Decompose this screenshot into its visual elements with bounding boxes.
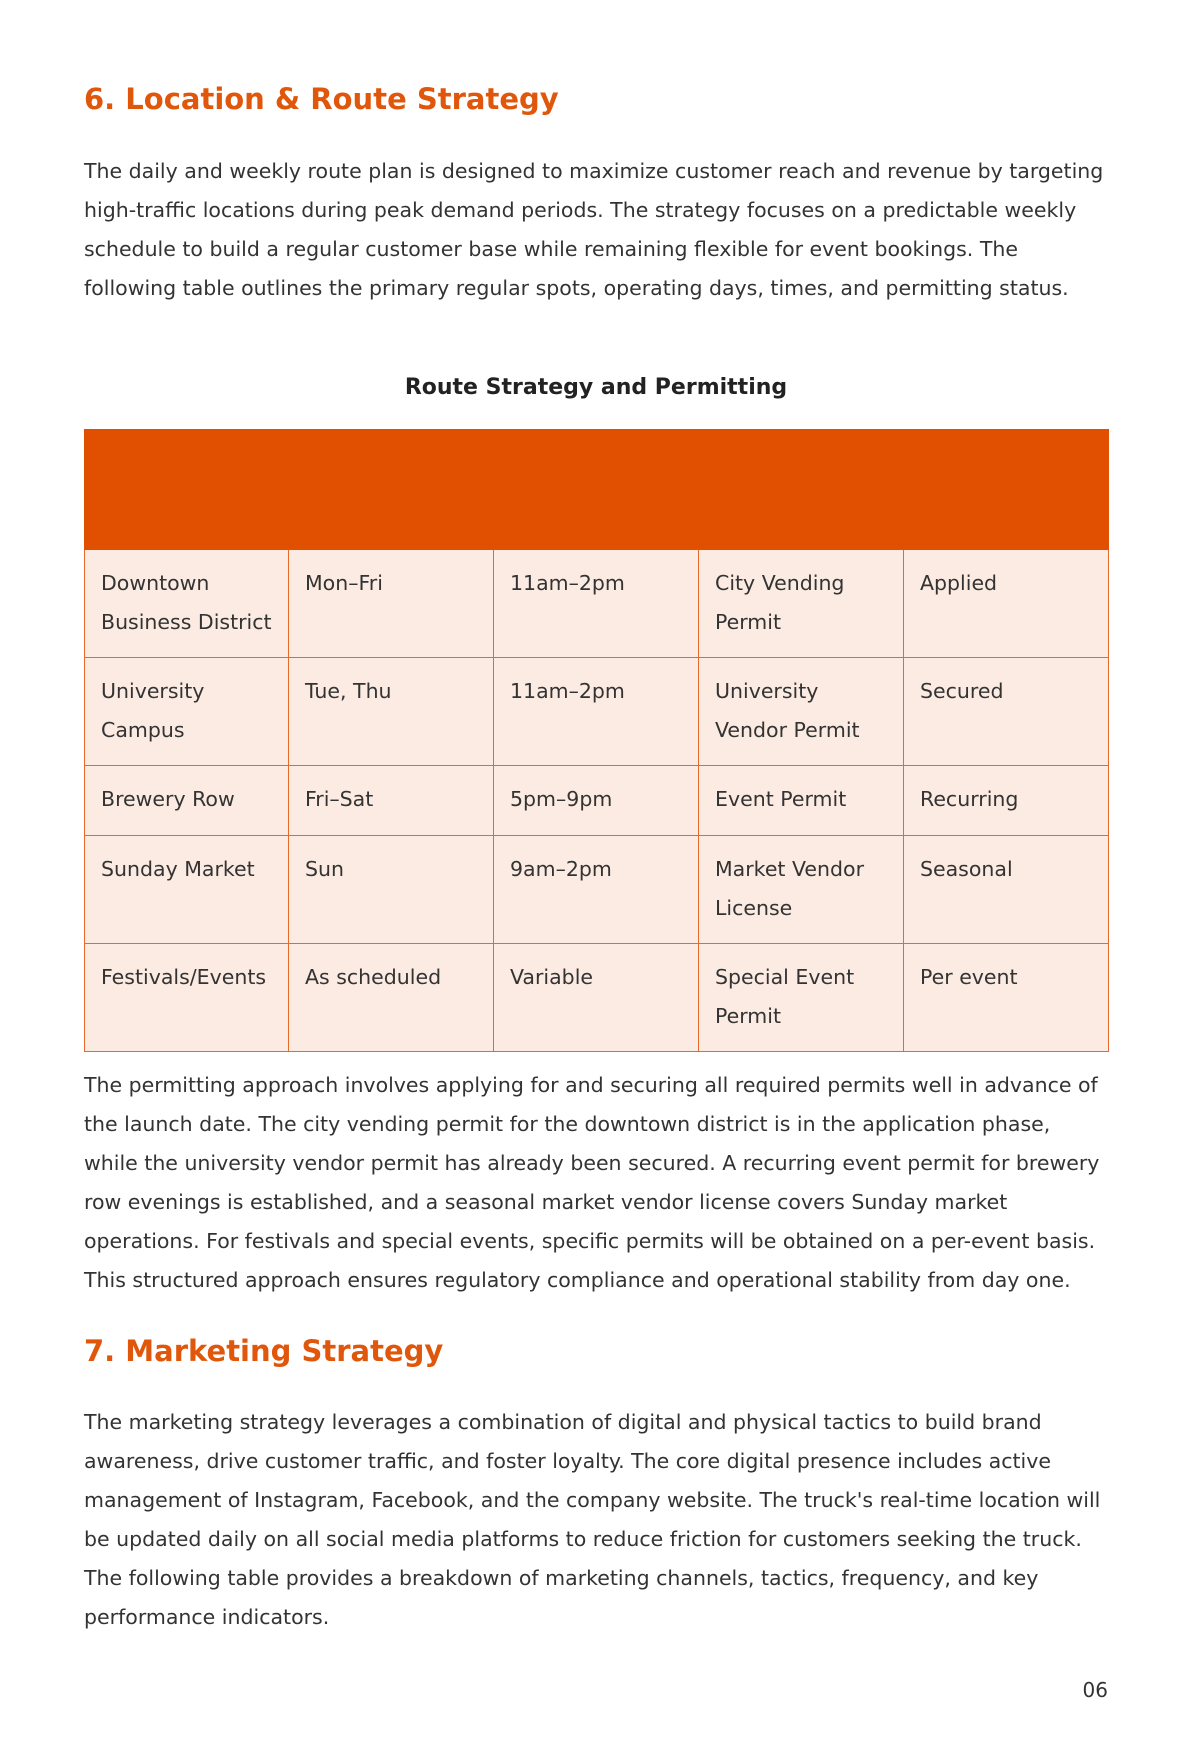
- days-cell: Fri–Sat: [289, 766, 494, 836]
- section-7-intro: The marketing strategy leverages a combination of digital and physical tactics to build brand awareness, drive customer traffic, and foster loyalty. The core digital presence includes active management of Instagram, Facebook, and the company website. The truck's real-time location will be updated daily on all social media platforms to reduce friction for customers seeking the truck. The following table provides a breakdown of marketing channels, tactics, frequency, and key performance indicators.: [84, 1410, 1101, 1629]
- table-header-cell: [85, 430, 289, 550]
- route-strategy-table: [84, 429, 1109, 1052]
- permit-cell: Event Permit: [699, 766, 904, 836]
- page-number: 06: [1082, 1678, 1108, 1702]
- table-header-cell: [289, 430, 494, 550]
- table-header-cell: [904, 430, 1109, 550]
- times-cell: Variable: [494, 944, 699, 1052]
- times-cell: 11am–2pm: [494, 658, 699, 766]
- days-cell: As scheduled: [289, 944, 494, 1052]
- location-cell: Downtown Business District: [85, 550, 289, 658]
- location-cell: Festivals/Events: [85, 944, 289, 1052]
- status-cell: Applied: [904, 550, 1109, 658]
- permit-cell: Market Vendor License: [699, 836, 904, 944]
- table-row: [85, 836, 1109, 944]
- table-header-cell: [699, 430, 904, 550]
- location-cell: Brewery Row: [85, 766, 289, 836]
- status-cell: Seasonal: [904, 836, 1109, 944]
- times-cell: 11am–2pm: [494, 550, 699, 658]
- section-6-intro: The daily and weekly route plan is designed to maximize customer reach and revenue by targeting high-traffic locations during peak demand periods. The strategy focuses on a predictable weekly schedule to build a regular customer base while remaining flexible for event bookings. The following table outlines the primary regular spots, operating days, times, and permitting status.: [84, 159, 1104, 300]
- permit-cell: City Vending Permit: [699, 550, 904, 658]
- permit-cell: University Vendor Permit: [699, 658, 904, 766]
- status-cell: Per event: [904, 944, 1109, 1052]
- location-cell: University Campus: [85, 658, 289, 766]
- status-cell: Secured: [904, 658, 1109, 766]
- times-cell: 5pm–9pm: [494, 766, 699, 836]
- table-caption: Route Strategy and Permitting: [404, 375, 788, 400]
- permit-cell: Special Event Permit: [699, 944, 904, 1052]
- table-header-cell: [494, 430, 699, 550]
- days-cell: Tue, Thu: [289, 658, 494, 766]
- table-row: [85, 550, 1109, 658]
- days-cell: Sun: [289, 836, 494, 944]
- times-cell: 9am–2pm: [494, 836, 699, 944]
- permitting-paragraph: The permitting approach involves applying for and securing all required permits well in advance of the launch date. The city vending permit for the downtown district is in the application phase, while the university vendor permit has already been secured. A recurring event permit for brewery row evenings is established, and a seasonal market vendor license covers Sunday market operations. For festivals and special events, specific permits will be obtained on a per-event basis. This structured approach ensures regulatory compliance and operational stability from day one.: [84, 1073, 1100, 1292]
- section-6-heading: 6. Location & Route Strategy: [84, 82, 559, 116]
- table-row: [85, 766, 1109, 836]
- table-row: [85, 944, 1109, 1052]
- location-cell: Sunday Market: [85, 836, 289, 944]
- section-7-heading: 7. Marketing Strategy: [84, 1334, 444, 1368]
- table-row: [85, 658, 1109, 766]
- status-cell: Recurring: [904, 766, 1109, 836]
- days-cell: Mon–Fri: [289, 550, 494, 658]
- table-header-row: [85, 430, 1109, 550]
